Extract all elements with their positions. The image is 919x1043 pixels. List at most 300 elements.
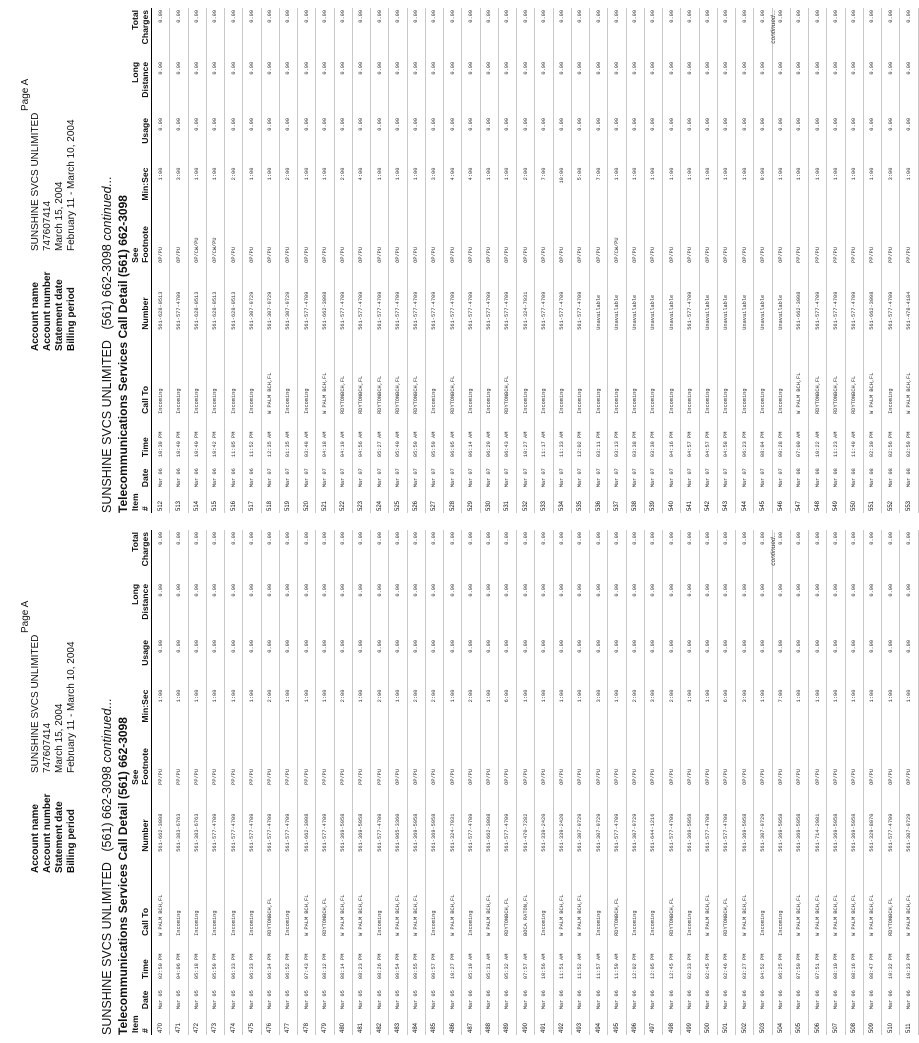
table-cell: 490 — [517, 1011, 535, 1035]
table-cell: 08:10 PM — [827, 938, 845, 981]
account-value: March 15, 2004 — [54, 181, 65, 251]
table-cell: 0.00 — [206, 60, 224, 116]
account-info — [30, 635, 78, 873]
table-row — [717, 8, 735, 513]
table-cell: 0.00 — [498, 8, 516, 60]
table-cell: 0.00 — [553, 116, 571, 166]
table-cell: Incoming — [663, 332, 681, 416]
table-cell: 06:23 PM — [736, 416, 754, 459]
table-cell: 1:00 — [298, 688, 316, 733]
table-cell: 2:00 — [225, 166, 243, 211]
table-cell: 0.00 — [225, 582, 243, 638]
table-cell: 0.00 — [334, 116, 352, 166]
table-cell: 0.00 — [571, 530, 589, 582]
table-cell: RDYTONBCH,FL — [407, 332, 425, 416]
table-cell: OP/PU — [845, 733, 863, 787]
table-cell: 548 — [809, 489, 827, 513]
table-cell: OP/PU — [225, 211, 243, 265]
table-cell: 12:35 AM — [261, 416, 279, 459]
table-cell: Incoming — [188, 332, 206, 416]
table-cell: W PALM BCH,FL — [863, 332, 881, 416]
table-cell: Mar 05 — [389, 981, 407, 1011]
table-cell: 0.00 — [170, 116, 188, 166]
table-cell: PP/PU — [845, 211, 863, 265]
column-header: Total Charges — [131, 8, 152, 60]
table-cell: 561-324-7931 — [444, 787, 462, 854]
table-cell: 561-628-0513 — [188, 265, 206, 332]
table-row — [608, 8, 626, 513]
table-row — [863, 530, 881, 1035]
table-cell: 1:00 — [206, 166, 224, 211]
table-cell: 07:57 AM — [517, 938, 535, 981]
table-cell: RDYTONBCH,FL — [882, 854, 900, 938]
table-cell: W PALM BCH,FL — [790, 854, 808, 938]
table-cell: 0.00 — [863, 530, 881, 582]
table-cell: 561-662-3098 — [316, 265, 334, 332]
table-cell: 0.00 — [900, 116, 918, 166]
table-cell: 561-577-4709 — [279, 787, 297, 854]
table-cell: 0.00 — [626, 638, 644, 688]
table-cell: 1:00 — [809, 166, 827, 211]
table-row — [882, 8, 900, 513]
table-cell: Mar 08 — [882, 459, 900, 489]
table-cell: 0.00 — [608, 582, 626, 638]
title-continued: continued... — [100, 176, 114, 241]
table-cell: 1:00 — [736, 166, 754, 211]
table-cell: 521 — [316, 489, 334, 513]
table-cell: 0.00 — [316, 638, 334, 688]
table-cell: Mar 06 — [608, 981, 626, 1011]
table-cell: 09:28 PM — [772, 416, 790, 459]
table-cell: 7:00 — [772, 688, 790, 733]
table-cell: PP/PU — [882, 211, 900, 265]
table-cell: 6:00 — [498, 688, 516, 733]
table-cell: 06:33 PM — [243, 938, 261, 981]
table-cell: 09:57 PM — [425, 938, 443, 981]
table-cell: 0.00 — [772, 530, 790, 582]
table-cell: RDYTONBCH,FL — [827, 332, 845, 416]
table-cell: 561-662-3098 — [480, 787, 498, 854]
table-cell: Mar 07 — [626, 459, 644, 489]
table-cell: 11:51 AM — [553, 938, 571, 981]
table-cell: OP/PU — [608, 733, 626, 787]
table-cell: 0.00 — [827, 8, 845, 60]
table-cell: 0.00 — [316, 116, 334, 166]
table-cell: 561-577-4709 — [425, 265, 443, 332]
table-cell: Mar 06 — [170, 459, 188, 489]
table-cell: 550 — [845, 489, 863, 513]
table-cell: 496 — [626, 1011, 644, 1035]
table-cell: Mar 06 — [827, 981, 845, 1011]
table-cell: 07:50 PM — [790, 938, 808, 981]
table-cell: Incoming — [754, 332, 772, 416]
table-cell: Mar 07 — [425, 459, 443, 489]
table-cell: 0.00 — [188, 638, 206, 688]
table-cell: OP/PU — [736, 733, 754, 787]
table-cell: 1:00 — [644, 166, 662, 211]
table-cell: Mar 06 — [225, 459, 243, 489]
table-cell: 0.00 — [626, 582, 644, 638]
table-cell: 518 — [261, 489, 279, 513]
table-row — [425, 8, 443, 513]
table-cell: 11:59 AM — [608, 938, 626, 981]
column-header: Time — [131, 416, 152, 459]
table-cell: 0.00 — [425, 582, 443, 638]
table-cell: 08:23 PM — [352, 938, 370, 981]
company-name: SUNSHINE SVCS UNLIMITED — [100, 862, 114, 1035]
company-name: SUNSHINE SVCS UNLIMITED — [100, 340, 114, 513]
table-cell: OP/PU — [790, 733, 808, 787]
table-cell: 04:52 PM — [754, 938, 772, 981]
table-cell: 0.00 — [170, 8, 188, 60]
table-cell: Mar 06 — [462, 981, 480, 1011]
table-cell: 0.00 — [480, 116, 498, 166]
table-cell: 561-577-4709 — [206, 787, 224, 854]
table-cell: 12:45 PM — [663, 938, 681, 981]
table-cell: Unavailable — [608, 265, 626, 332]
table-cell: 561-369-5958 — [772, 787, 790, 854]
table-cell: Mar 05 — [371, 981, 389, 1011]
table-cell: 06:43 AM — [498, 416, 516, 459]
table-cell: 0.00 — [736, 60, 754, 116]
table-cell: PP/PU — [225, 733, 243, 787]
table-cell: 0.00 — [681, 638, 699, 688]
table-cell: 479 — [316, 1011, 334, 1035]
table-cell: 1:00 — [298, 166, 316, 211]
table-cell: 0.00 — [261, 582, 279, 638]
table-cell: 0.00 — [480, 582, 498, 638]
table-cell: 07:43 PM — [298, 938, 316, 981]
table-cell: 0.00 — [900, 582, 918, 638]
table-cell: 0.00 — [444, 638, 462, 688]
table-cell: Incoming — [462, 854, 480, 938]
table-cell: 0.00 — [444, 8, 462, 60]
table-cell: Mar 06 — [772, 981, 790, 1011]
table-cell: PP/PU — [206, 733, 224, 787]
table-cell: Incoming — [206, 854, 224, 938]
table-cell: W PALM BCH,FL — [444, 854, 462, 938]
table-cell: 507 — [827, 1011, 845, 1035]
table-cell: 561-662-3098 — [863, 265, 881, 332]
table-cell: 05:59 PM — [206, 938, 224, 981]
table-cell: 0.00 — [462, 582, 480, 638]
table-cell: 0.00 — [535, 8, 553, 60]
table-cell: 561-369-5958 — [334, 787, 352, 854]
table-cell: Mar 08 — [845, 459, 863, 489]
title-continued: continued... — [100, 698, 114, 763]
account-row — [42, 635, 54, 873]
table-cell: Mar 06 — [663, 981, 681, 1011]
table-row — [261, 530, 279, 1035]
table-cell: Incoming — [517, 332, 535, 416]
table-row — [170, 8, 188, 513]
table-cell: 05:18 PM — [188, 938, 206, 981]
table-cell: Mar 05 — [188, 981, 206, 1011]
table-cell: 0.00 — [553, 530, 571, 582]
column-header: Total Charges — [131, 530, 152, 582]
table-cell: 0.00 — [863, 582, 881, 638]
table-cell: 0.00 — [535, 638, 553, 688]
table-cell: 0.00 — [736, 582, 754, 638]
table-cell: 0.00 — [206, 582, 224, 638]
table-cell: 0.00 — [279, 116, 297, 166]
table-cell: W PALM BCH,FL — [809, 854, 827, 938]
table-cell: Mar 05 — [407, 981, 425, 1011]
table-cell: 1:00 — [553, 688, 571, 733]
table-cell: 1:00 — [699, 166, 717, 211]
table-row — [389, 8, 407, 513]
table-cell: OP/PU — [681, 733, 699, 787]
table-cell: 561-307-9729 — [754, 787, 772, 854]
table-cell: 0.00 — [225, 8, 243, 60]
table-cell: Mar 07 — [298, 459, 316, 489]
table-cell: 517 — [243, 489, 261, 513]
table-cell: 0.00 — [754, 8, 772, 60]
table-cell: 0.00 — [626, 116, 644, 166]
table-cell: 10:33 PM — [900, 938, 918, 981]
table-cell: 0.00 — [425, 60, 443, 116]
table-cell: 3:00 — [644, 688, 662, 733]
table-cell: 08:16 PM — [845, 938, 863, 981]
table-cell: OP/PU — [863, 733, 881, 787]
table-cell: 561-644-1216 — [644, 787, 662, 854]
table-cell: 02:56 PM — [882, 416, 900, 459]
table-cell: OP/PU — [754, 211, 772, 265]
table-cell: 561-577-4709 — [444, 265, 462, 332]
table-cell: Mar 07 — [444, 459, 462, 489]
table-cell: 09:55 PM — [407, 938, 425, 981]
table-cell: 0.00 — [608, 116, 626, 166]
table-cell: 05:40 AM — [389, 416, 407, 459]
table-cell: 0.00 — [279, 530, 297, 582]
table-cell: 0.00 — [590, 116, 608, 166]
table-row — [517, 8, 535, 513]
table-cell: PP/PU — [827, 211, 845, 265]
table-cell: 05:32 AM — [498, 938, 516, 981]
table-row — [279, 530, 297, 1035]
table-cell: Mar 07 — [644, 459, 662, 489]
table-cell: 3:00 — [882, 166, 900, 211]
table-cell: 516 — [225, 489, 243, 513]
table-header-row — [131, 8, 152, 513]
table-cell: 0.00 — [863, 60, 881, 116]
table-cell: 532 — [517, 489, 535, 513]
table-cell: 561-577-4709 — [352, 265, 370, 332]
table-cell: 10:56 AM — [535, 938, 553, 981]
table-cell: Mar 05 — [243, 981, 261, 1011]
table-cell: Mar 06 — [571, 981, 589, 1011]
table-cell: 524 — [371, 489, 389, 513]
table-cell: 561-577-4709 — [389, 265, 407, 332]
table-cell: PP/PU — [352, 733, 370, 787]
table-cell: PP/PU — [371, 733, 389, 787]
table-cell: 0.00 — [371, 638, 389, 688]
table-cell: OP/CW/PU — [608, 211, 626, 265]
table-cell: 501 — [717, 1011, 735, 1035]
table-row — [663, 530, 681, 1035]
table-cell: 02:46 PM — [717, 938, 735, 981]
table-cell: 0.00 — [152, 8, 170, 60]
table-row — [279, 8, 297, 513]
table-row — [663, 8, 681, 513]
table-cell: 1:00 — [900, 688, 918, 733]
table-cell: 0.00 — [754, 60, 772, 116]
table-cell: Incoming — [371, 854, 389, 938]
table-row — [717, 530, 735, 1035]
account-value: February 11 - March 10, 2004 — [66, 119, 77, 251]
table-cell: 0.00 — [717, 530, 735, 582]
table-cell: 09:54 PM — [389, 938, 407, 981]
table-cell: 1:00 — [389, 166, 407, 211]
table-cell: 0.00 — [772, 638, 790, 688]
table-cell: 08:26 PM — [371, 938, 389, 981]
table-cell: RDYTONBCH,FL — [371, 332, 389, 416]
table-cell: 0.00 — [206, 8, 224, 60]
table-row — [535, 8, 553, 513]
table-cell: RDYTONBCH,FL — [316, 854, 334, 938]
table-cell: Incoming — [298, 332, 316, 416]
table-cell: 483 — [389, 1011, 407, 1035]
table-row — [681, 530, 699, 1035]
table-cell: 0.00 — [699, 8, 717, 60]
table-cell: 04:57 PM — [699, 416, 717, 459]
table-cell: 561-577-4709 — [261, 787, 279, 854]
table-cell: W PALM BCH,FL — [389, 854, 407, 938]
section-title — [100, 176, 114, 513]
table-cell: Incoming — [462, 332, 480, 416]
table-cell: OP/PU — [425, 211, 443, 265]
table-row — [425, 530, 443, 1035]
table-cell: OP/PU — [590, 211, 608, 265]
table-row — [517, 530, 535, 1035]
table-cell: 0.00 — [480, 60, 498, 116]
table-cell: Mar 08 — [900, 459, 918, 489]
account-label: Account name — [30, 282, 41, 351]
table-cell: 02:50 PM — [152, 938, 170, 981]
table-cell: 0.00 — [663, 582, 681, 638]
table-cell: 0.00 — [790, 116, 808, 166]
table-cell: 561-577-4709 — [809, 265, 827, 332]
table-cell: OP/PU — [772, 211, 790, 265]
table-cell: 0.00 — [717, 116, 735, 166]
table-cell: PP/PU — [863, 211, 881, 265]
table-cell: 491 — [535, 1011, 553, 1035]
table-cell: 561-577-4709 — [298, 265, 316, 332]
table-cell: 561-628-0513 — [206, 265, 224, 332]
table-cell: Incoming — [681, 854, 699, 938]
table-cell: 0.00 — [334, 530, 352, 582]
table-cell: Mar 06 — [900, 981, 918, 1011]
table-cell: 0.00 — [316, 582, 334, 638]
table-cell: 561-662-3098 — [152, 787, 170, 854]
table-cell: W PALM BCH,FL — [298, 854, 316, 938]
table-cell: 0.00 — [425, 638, 443, 688]
table-row — [444, 530, 462, 1035]
table-cell: RDYTONBCH,FL — [352, 332, 370, 416]
table-cell: 480 — [334, 1011, 352, 1035]
table-cell: Incoming — [170, 332, 188, 416]
table-cell: 0.00 — [845, 530, 863, 582]
table-cell: 1:00 — [571, 688, 589, 733]
table-cell: 0.00 — [754, 638, 772, 688]
table-cell: 0.00 — [790, 60, 808, 116]
table-cell: OP/PU — [717, 211, 735, 265]
table-cell: Mar 05 — [352, 981, 370, 1011]
table-cell: OP/PU — [261, 211, 279, 265]
table-row — [644, 530, 662, 1035]
table-cell: 0.00 — [316, 60, 334, 116]
table-cell: OP/PU — [754, 733, 772, 787]
table-cell: OP/PU — [681, 211, 699, 265]
table-cell: Incoming — [590, 332, 608, 416]
table-cell: 03:13 PM — [608, 416, 626, 459]
table-cell: 0.00 — [352, 638, 370, 688]
table-cell: Unavailable — [699, 265, 717, 332]
table-cell: 561-577-4709 — [462, 787, 480, 854]
table-cell: 515 — [206, 489, 224, 513]
table-cell: 0.00 — [243, 8, 261, 60]
table-cell: 497 — [644, 1011, 662, 1035]
table-cell: Mar 06 — [480, 981, 498, 1011]
table-cell: Mar 05 — [316, 981, 334, 1011]
table-cell: 546 — [772, 489, 790, 513]
table-cell: 1:00 — [717, 166, 735, 211]
table-cell: 535 — [571, 489, 589, 513]
table-cell: 7:00 — [535, 166, 553, 211]
table-cell: 10:27 PM — [444, 938, 462, 981]
table-cell: 474 — [225, 1011, 243, 1035]
table-cell: OP/PU — [626, 211, 644, 265]
table-cell: 0.00 — [371, 60, 389, 116]
table-cell: 4:00 — [462, 166, 480, 211]
table-row — [772, 530, 790, 1035]
table-cell: PP/PU — [316, 733, 334, 787]
table-row — [644, 8, 662, 513]
table-cell: 506 — [809, 1011, 827, 1035]
table-cell: 0.00 — [754, 582, 772, 638]
table-cell: 1:00 — [243, 688, 261, 733]
table-row — [790, 8, 808, 513]
table-row — [225, 530, 243, 1035]
table-cell: 10:32 PM — [882, 938, 900, 981]
table-cell: RDYTONBCH,FL — [498, 854, 516, 938]
table-cell: 06:05 AM — [444, 416, 462, 459]
table-cell: W PALM BCH,FL — [480, 854, 498, 938]
table-cell: 478 — [298, 1011, 316, 1035]
table-cell: 06:33 PM — [225, 938, 243, 981]
table-cell: 0.00 — [644, 60, 662, 116]
table-cell: Mar 05 — [152, 981, 170, 1011]
table-cell: 0.00 — [626, 60, 644, 116]
account-row — [30, 113, 42, 351]
table-cell: 561-307-9729 — [279, 265, 297, 332]
table-cell: 561-577-4709 — [827, 265, 845, 332]
table-cell: W PALM BCH,FL — [699, 854, 717, 938]
table-cell: 0.00 — [882, 530, 900, 582]
table-cell: 561-577-4709 — [882, 265, 900, 332]
table-cell: 0.00 — [900, 530, 918, 582]
table-cell: Unavailable — [754, 265, 772, 332]
table-cell: 3:00 — [736, 688, 754, 733]
table-cell: 11:52 AM — [571, 938, 589, 981]
table-cell: RDYTONBCH,FL — [717, 854, 735, 938]
table-cell: OP/PU — [407, 211, 425, 265]
table-cell: 0.00 — [809, 60, 827, 116]
table-cell: Mar 07 — [663, 459, 681, 489]
table-cell: 0.00 — [298, 582, 316, 638]
table-cell: 504 — [772, 1011, 790, 1035]
table-cell: 542 — [699, 489, 717, 513]
